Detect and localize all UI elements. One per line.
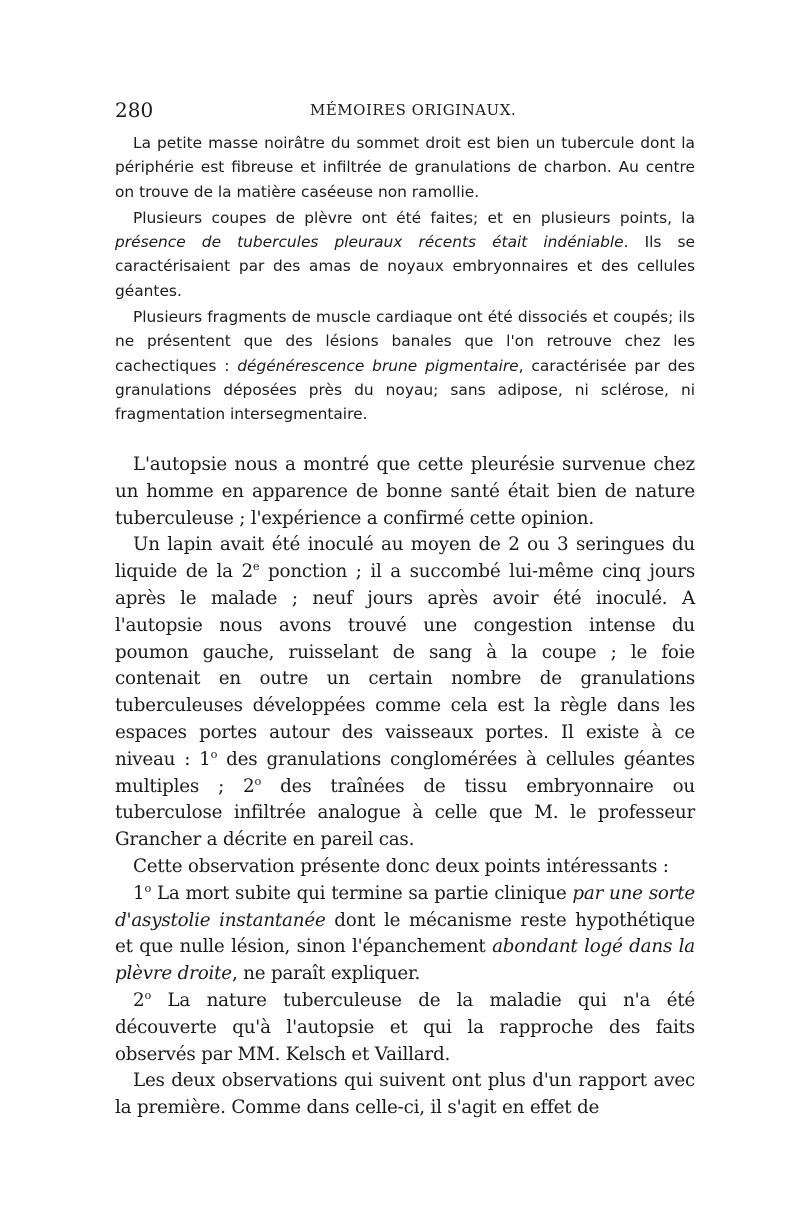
superscript-o: o [144,880,152,895]
main-paragraph-3-text: Cette observation présente donc deux points intéressants : [133,855,669,877]
main-paragraph-3 [115,854,695,881]
page-header [115,98,695,124]
small-paragraph-1 [115,131,695,204]
small-paragraph-2-text-b: . Ils se caractérisaient par des amas de noyaux embryonnaires et des cellules géantes. [115,233,695,300]
main-text-section [115,452,695,1122]
list-point-1 [115,881,695,988]
main-paragraph-2-text-a: Un lapin avait été inoculé au moyen de 2 ou 3 seringues du liquide de la 2 [115,534,695,583]
main-paragraph-2-text-c: des granulations conglomérées à cellules géantes multiples ; 2 [115,748,695,797]
small-paragraph-3-text-b: , caractérisée par des granulations déposées près du noyau; sans adipose, ni sclérose, ni fragmentation intersegmentaire. [115,356,695,424]
list-point-2 [115,988,695,1068]
main-paragraph-4-text: Les deux observations qui suivent ont plus d'un rapport avec la première. Comme dans celle-ci, il s'agit en effet de [115,1070,695,1119]
small-paragraph-2-text-a: Plusieurs coupes de plèvre ont été faites; et en plusieurs points, la [133,208,695,227]
main-paragraph-2-text-d: des traînées de tissu embryonnaire ou tuberculose infiltrée analogue à celle que M. le professeur Grancher a décrite en pareil cas. [115,775,696,851]
small-paragraph-1-text: La petite masse noirâtre du sommet droit est bien un tubercule dont la périphérie est fibreuse et infiltrée de granulations de charbon. Au centre on trouve de la matière caséeuse non ramollie. [115,134,695,201]
list-point-2-text: La nature tuberculeuse de la maladie qui n'a été découverte qu'à l'autopsie et qui la rapproche des faits observés par MM. Kelsch et Vaillard. [115,989,695,1065]
small-paragraph-3-text-a: Plusieurs fragments de muscle cardiaque ont été dissociés et coupés; ils ne présentent que des lésions banales que l'on retrouve chez les cachectiques : [115,308,695,375]
list-point-2-number: 2 [133,989,145,1011]
small-paragraph-3-italic: dégénérescence brune pigmentaire [237,356,519,375]
main-paragraph-2-text-b: ponction ; il a succombé lui-même cinq jours après le malade ; neuf jours après avoir été inoculé. A l'autopsie nous avons trouvé une congestion intense du poumon gauche, ruisselant de sang à la coupe ; le foie contenait en outre un certain nombre de granulations tuberculeuses développées comme cela est la règle dans les espaces portes autour des vaisseaux portes. Il existe à ce niveau : 1 [115,561,696,770]
small-paragraph-3 [115,305,695,426]
list-point-1-text-c: , ne paraît expliquer. [231,963,421,985]
main-paragraph-1-text: L'autopsie nous a montré que cette pleurésie survenue chez un homme en apparence de bonne santé était bien de nature tuberculeuse ; l'expérience a confirmé cette opinion. [115,454,695,529]
small-print-section [115,131,695,427]
main-paragraph-2 [115,532,695,854]
page-number: 280 [115,98,154,122]
superscript-o: o [210,746,218,761]
superscript-o: o [254,773,262,788]
list-point-1-number: 1 [133,882,145,904]
superscript-o: o [144,987,152,1002]
small-paragraph-2 [115,206,695,303]
list-point-1-text-b: dont le mécanisme reste hypothétique et que nulle lésion, sinon l'épanchement [115,909,695,958]
list-point-1-text-a: La mort subite qui termine sa partie clinique [151,882,573,904]
small-paragraph-2-italic: présence de tubercules pleuraux récents était indéniable [115,233,624,252]
list-point-1-italic-1: par une sorte d'asystolie instantanée [115,882,695,931]
superscript-e: e [252,559,260,574]
list-point-1-italic-2: abondant logé dans la plèvre droite [115,936,695,985]
main-paragraph-1 [115,452,695,532]
running-head: MÉMOIRES ORIGINAUX. [310,101,517,119]
main-paragraph-4 [115,1068,695,1122]
